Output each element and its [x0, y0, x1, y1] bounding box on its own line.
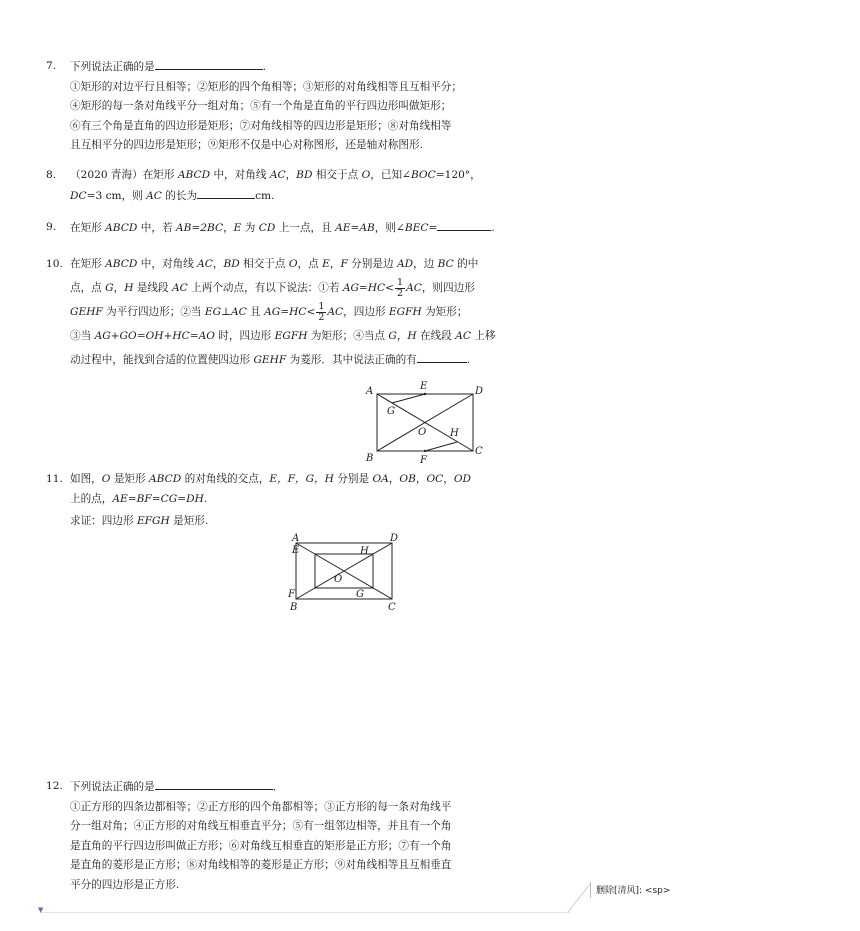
question-stem: 下列说法正确的是: [70, 61, 155, 73]
question-10: [46, 252, 496, 372]
label-F: F: [420, 455, 427, 466]
question-text-line: 点，点 G，H 是线段 AC 上两个动点，有以下说法：①若 AG=HC< $\frac{1}{2}$ AC，则四边形: [70, 276, 475, 299]
statement-line: 是直角的平行四边形叫做正方形；⑥对角线互相垂直的矩形是正方形；⑦有一个角: [70, 839, 452, 852]
label-E: E: [292, 545, 300, 556]
statement-line: 且互相平分的四边形是矩形；⑨矩形不仅是中心对称图形，还是轴对称图形.: [70, 139, 423, 151]
label-B: B: [290, 602, 298, 613]
question-number: 8.: [46, 169, 57, 181]
label-H: H: [450, 428, 459, 439]
label-H: H: [360, 546, 369, 557]
figure-q10-rectangle: [362, 380, 492, 466]
answer-blank[interactable]: [155, 777, 273, 790]
page-fold-line: [40, 912, 570, 913]
question-9: [46, 218, 496, 239]
question-text-line: GEHF 为平行四边形；②当 EG⊥AC 且 AG=HC< $\frac{1}{2}$ AC，四边形 EGFH 为矩形；: [70, 300, 468, 323]
question-text-line: 如图，O 是矩形 ABCD 的对角线的交点，E，F，G，H 分别是 OA，OB，OC，OD: [70, 473, 472, 485]
answer-blank[interactable]: [155, 57, 263, 70]
question-11: [46, 470, 496, 532]
answer-blank[interactable]: [417, 350, 467, 363]
question-text-line: DC=3 cm，则 AC 的长为 cm.: [70, 186, 496, 207]
question-text-line: 上的点，AE=BF=CG=DH.: [70, 492, 208, 505]
label-E: E: [420, 381, 428, 392]
question-number: 7.: [46, 60, 57, 72]
question-text-line: 动过程中，能找到合适的位置使四边形 GEHF 为菱形．其中说法正确的有 .: [70, 348, 496, 372]
collapse-arrow-icon[interactable]: ▼: [38, 906, 44, 914]
question-number: 10.: [46, 258, 63, 270]
question-12: 12. 下列说法正确的是 ． ①正方形的四条边都相等；②正方形的四个角都相等；③正方形的每一条对角线平 分一组对角；④正方形的对角线互相垂直平分；⑤有一组邻边相等，并且有一个角 是直角的平行四边形叫做正方形；⑥对角线互相垂直的矩形是正方形；⑦有一个角 是直角的菱形是正方形；⑧对角线相等的菱形是正方形；⑨对角线相等且互相垂直 平分的四边形是正方形.: [46, 777, 496, 895]
label-C: C: [388, 602, 396, 613]
statement-line: 是直角的菱形是正方形；⑧对角线相等的菱形是正方形；⑨对角线相等且互相垂直: [70, 859, 452, 871]
label-D: D: [475, 386, 484, 397]
question-text-line: ③当 AG+GO=OH+HC=AO 时，四边形 EGFH 为矩形；④当点 G，H 在线段 AC 上移: [70, 330, 496, 342]
comment-connector-line: [566, 882, 592, 914]
label-F: F: [288, 589, 295, 600]
statement-line: ④矩形的每一条对角线平分一组对角；⑤有一个角是直角的平行四边形叫做矩形；: [70, 100, 452, 112]
label-B: B: [366, 453, 374, 464]
question-number: 9.: [46, 221, 57, 233]
statement-line: ①矩形的对边平行且相等；②矩形的四个角相等；③矩形的对角线相等且互相平分；: [70, 80, 462, 93]
question-text-line: （2020 青海）在矩形 ABCD 中，对角线 AC，BD 相交于点 O，已知∠BOC=120°，: [70, 169, 481, 181]
question-stem: 下列说法正确的是: [70, 781, 155, 793]
label-A: A: [366, 386, 374, 397]
label-G: G: [387, 406, 395, 417]
question-text-line: 在矩形 ABCD 中，若 AB=2BC，E 为 CD 上一点，且 AE=AB，则∠BEC= .: [70, 218, 496, 239]
fraction-one-half: $\frac{1}{2}$: [397, 276, 404, 299]
revision-comment-balloon[interactable]: 删除[清风]: <sp>: [596, 886, 671, 896]
label-O: O: [334, 574, 343, 585]
label-G: G: [356, 589, 364, 600]
label-C: C: [475, 446, 483, 457]
label-O: O: [418, 427, 427, 438]
label-D: D: [390, 533, 399, 544]
figure-q11-rectangle: [286, 530, 406, 616]
question-number: 11.: [46, 473, 63, 485]
answer-blank[interactable]: [197, 186, 255, 199]
fraction-one-half: $\frac{1}{2}$: [318, 300, 325, 323]
comment-bar: [590, 882, 591, 898]
question-number: 12.: [46, 780, 63, 792]
question-7: 7. 下列说法正确的是 . ①矩形的对边平行且相等；②矩形的四个角相等；③矩形的对角线相等且互相平分； ④矩形的每一条对角线平分一组对角；⑤有一个角是直角的平行四边形叫做矩形； ⑥有三个角是直角的四边形是矩形；⑦对角线相等的四边形是矩形；⑧对角线相等 且互相平分的四边形是矩形；⑨矩形不仅是中心对称图形，还是轴对称图形.: [46, 57, 496, 156]
label-A: A: [292, 533, 300, 544]
statement-line: ⑥有三个角是直角的四边形是矩形；⑦对角线相等的四边形是矩形；⑧对角线相等: [70, 119, 452, 132]
answer-blank[interactable]: [437, 218, 491, 231]
statement-line: 平分的四边形是正方形.: [70, 878, 180, 891]
question-text-line: 在矩形 ABCD 中，对角线 AC，BD 相交于点 O，点 E，F 分别是边 AD，边 BC 的中: [70, 258, 479, 270]
question-8: [46, 166, 496, 206]
statement-line: ①正方形的四条边都相等；②正方形的四个角都相等；③正方形的每一条对角线平: [70, 800, 452, 813]
proof-statement: 求证：四边形 EFGH 是矩形.: [70, 515, 209, 527]
statement-line: 分一组对角；④正方形的对角线互相垂直平分；⑤有一组邻边相等，并且有一个角: [70, 820, 452, 832]
